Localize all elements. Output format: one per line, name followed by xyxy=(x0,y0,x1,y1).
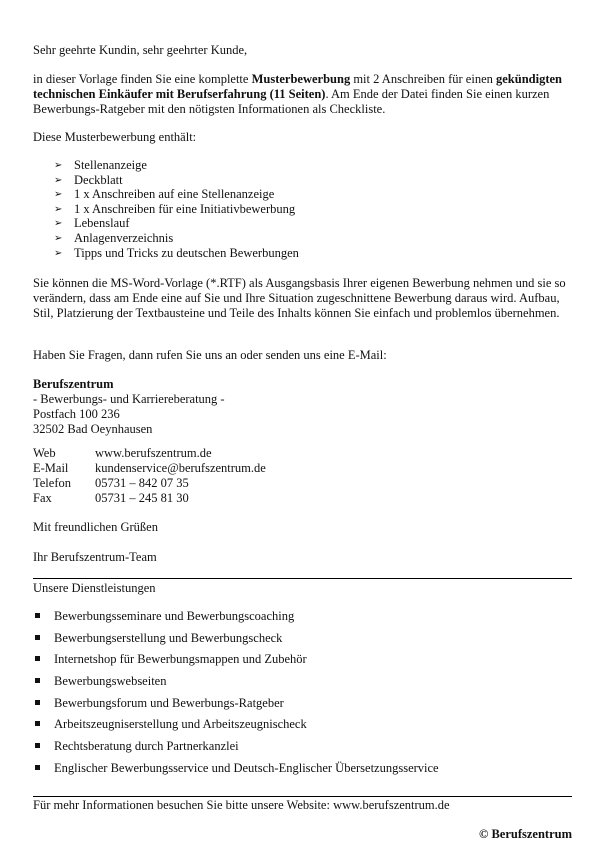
contents-item-label: Stellenanzeige xyxy=(74,158,147,172)
contact-phone-value: 05731 – 842 07 35 xyxy=(95,476,189,490)
service-item xyxy=(33,631,439,653)
arrow-bullet-icon: ➢ xyxy=(54,189,63,201)
contents-item xyxy=(54,173,299,188)
arrow-bullet-icon: ➢ xyxy=(54,232,63,244)
contact-label: E-Mail xyxy=(33,461,69,475)
intro-text-2: mit 2 Anschreiben für einen xyxy=(350,72,496,86)
contact-fax-value: 05731 – 245 81 30 xyxy=(95,491,189,505)
service-item-label: Internetshop für Bewerbungsmappen und Zubehör xyxy=(54,652,307,667)
contents-item-label: 1 x Anschreiben auf eine Stellenanzeige xyxy=(74,187,275,202)
service-item-label: Bewerbungserstellung und Bewerbungscheck xyxy=(54,630,283,645)
service-item xyxy=(33,717,439,739)
square-bullet-icon xyxy=(35,743,40,748)
square-bullet-icon xyxy=(35,635,40,640)
contents-item-label: Lebenslauf xyxy=(74,216,130,231)
contents-heading: Diese Musterbewerbung enthält: xyxy=(33,130,197,144)
address-block xyxy=(33,377,578,437)
closing: Mit freundlichen Grüßen xyxy=(33,520,158,534)
contents-item xyxy=(54,231,299,246)
square-bullet-icon xyxy=(35,700,40,705)
square-bullet-icon xyxy=(35,656,40,661)
intro-text-3: . Am Ende der Datei finden Sie einen kurzen Bewerbungs-Ratgeber mit den nötigsten Informationen als Checkliste. xyxy=(33,87,550,116)
contents-item xyxy=(54,187,299,202)
contact-web-value[interactable]: www.berufszentrum.de xyxy=(95,446,212,460)
postbox: Postfach 100 236 xyxy=(33,407,120,421)
contact-label: Fax xyxy=(33,491,52,505)
intro-bold-2: gekündigten technischen Einkäufer mit Berufserfahrung (11 Seiten) xyxy=(33,72,562,101)
service-item-label: Bewerbungswebseiten xyxy=(54,674,167,689)
service-item xyxy=(33,609,439,631)
service-item-label: Arbeitszeugniserstellung und Arbeitszeugnischeck xyxy=(54,717,307,732)
service-item-label: Bewerbungsseminare und Bewerbungscoaching xyxy=(54,609,295,623)
company-subtitle: - Bewerbungs- und Karriereberatung - xyxy=(33,392,225,406)
contact-row xyxy=(33,476,266,491)
more-info: Für mehr Informationen besuchen Sie bitte unsere Website: www.berufszentrum.de xyxy=(33,798,450,812)
contact-table xyxy=(33,446,266,506)
city: 32502 Bad Oeynhausen xyxy=(33,422,153,436)
signature: Ihr Berufszentrum-Team xyxy=(33,550,157,564)
contents-item xyxy=(54,246,299,261)
arrow-bullet-icon: ➢ xyxy=(54,218,63,230)
copyright: © Berufszentrum xyxy=(479,827,572,841)
square-bullet-icon xyxy=(35,721,40,726)
services-heading: Unsere Dienstleistungen xyxy=(33,581,156,595)
services-list xyxy=(33,609,439,783)
usage-paragraph: Sie können die MS-Word-Vorlage (*.RTF) als Ausgangsbasis Ihrer eigenen Bewerbung nehmen und sie so verändern, dass am Ende eine auf Sie und Ihre Situation zugeschnittene Bewerbung daraus wird. Aufbau, Stil, Platzierung der Textbausteine und Teile des Inhalts können Sie einfach und problemlos übernehmen. xyxy=(33,276,566,320)
square-bullet-icon xyxy=(35,678,40,683)
contents-item-label: Anlagenverzeichnis xyxy=(74,230,174,245)
service-item xyxy=(33,761,439,783)
contents-item-label: Tipps und Tricks zu deutschen Bewerbungen xyxy=(74,245,299,260)
arrow-bullet-icon: ➢ xyxy=(54,203,63,215)
service-item-label: Englischer Bewerbungsservice und Deutsch-Englischer Übersetzungsservice xyxy=(54,760,439,775)
contact-label: Web xyxy=(33,446,56,460)
arrow-bullet-icon: ➢ xyxy=(54,174,63,186)
intro-bold-1: Musterbewerbung xyxy=(251,72,351,86)
arrow-bullet-icon: ➢ xyxy=(54,160,63,171)
service-item-label: Rechtsberatung durch Partnerkanzlei xyxy=(54,739,239,754)
greeting: Sehr geehrte Kundin, sehr geehrter Kunde, xyxy=(33,43,248,57)
contents-item xyxy=(54,158,299,173)
contents-item xyxy=(54,216,299,231)
intro-text-1: in dieser Vorlage finden Sie eine komplette xyxy=(33,72,252,86)
questions-text: Haben Sie Fragen, dann rufen Sie uns an oder senden uns eine E-Mail: xyxy=(33,348,387,362)
contents-list xyxy=(54,158,299,260)
contents-item xyxy=(54,202,299,217)
contact-row xyxy=(33,446,266,461)
contact-row xyxy=(33,491,266,506)
intro-paragraph xyxy=(33,72,578,117)
divider-top xyxy=(33,578,572,579)
service-item xyxy=(33,674,439,696)
company-name: Berufszentrum xyxy=(33,377,114,391)
service-item xyxy=(33,652,439,674)
service-item-label: Bewerbungsforum und Bewerbungs-Ratgeber xyxy=(54,695,284,710)
square-bullet-icon xyxy=(35,765,40,770)
contents-item-label: 1 x Anschreiben für eine Initiativbewerbung xyxy=(74,201,296,216)
arrow-bullet-icon: ➢ xyxy=(54,247,63,259)
contact-label: Telefon xyxy=(33,476,71,490)
service-item xyxy=(33,696,439,718)
divider-bottom xyxy=(33,796,572,797)
contact-email-value[interactable]: kundenservice@berufszentrum.de xyxy=(95,461,266,475)
square-bullet-icon xyxy=(35,613,40,618)
service-item xyxy=(33,739,439,761)
contents-item-label: Deckblatt xyxy=(74,172,123,187)
contact-row xyxy=(33,461,266,476)
